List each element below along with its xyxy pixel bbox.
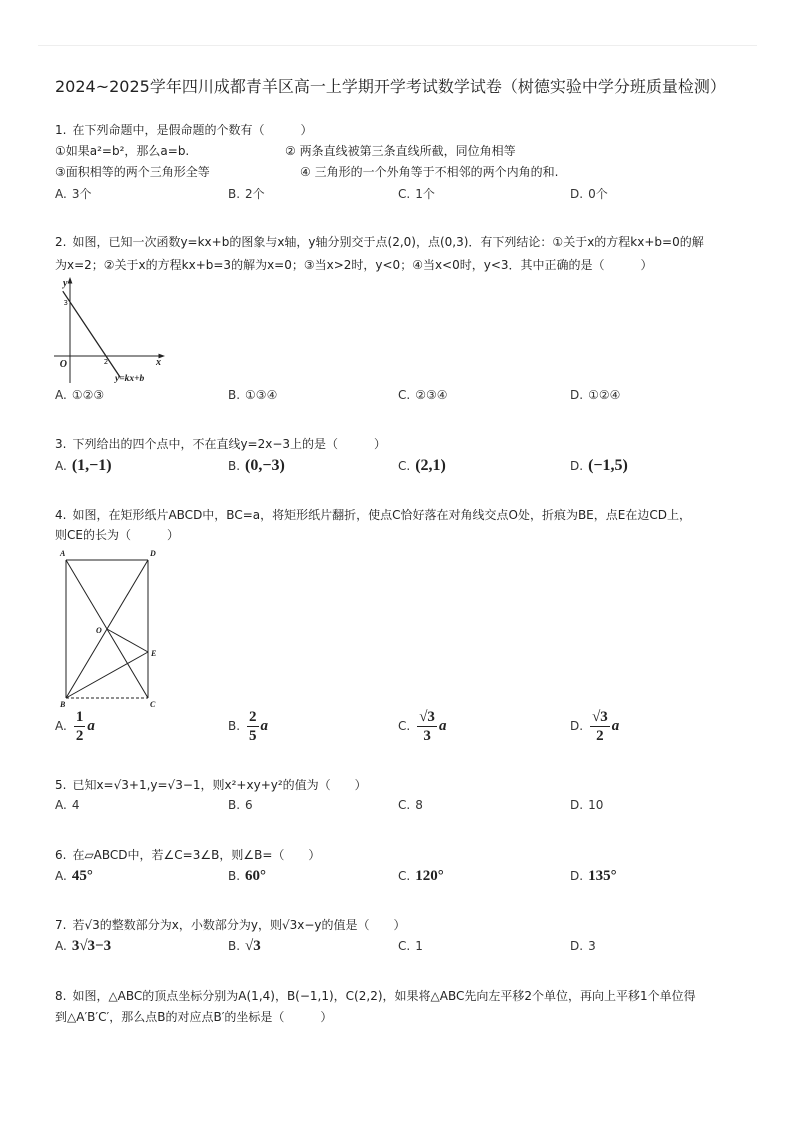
option-a — [55, 936, 111, 956]
page-title: 2024~2025学年四川成都青羊区高一上学期开学考试数学试卷（树德实验中学分班质量检测） — [55, 77, 726, 96]
option-value: 10 — [588, 798, 604, 812]
option-label: D. — [570, 798, 584, 812]
vertex-c-label: C — [150, 700, 156, 709]
option-label: B. — [228, 869, 241, 883]
option-label: C. — [398, 459, 411, 473]
option-value: 1个 — [415, 187, 435, 201]
question-stem-line-2: 到△A′B′C′，那么点B的对应点B′的坐标是（ ） — [55, 1010, 333, 1024]
option-value: 4 — [71, 798, 80, 812]
question-number: 4. — [55, 508, 67, 522]
statement-4: ④ 三角形的一个外角等于不相邻的两个内角的和. — [300, 165, 559, 179]
segment-oe — [107, 629, 148, 652]
option-value: (2,1) — [415, 457, 446, 474]
option-label: C. — [398, 187, 411, 201]
question-number: 2. — [55, 235, 67, 249]
option-label: B. — [228, 798, 241, 812]
option-c — [398, 866, 444, 886]
denominator: 5 — [249, 727, 257, 744]
question-stem-line — [55, 917, 405, 933]
option-label: D. — [570, 719, 584, 733]
variable: a — [611, 718, 620, 734]
option-label: A. — [55, 719, 67, 733]
option-label: D. — [570, 459, 584, 473]
question-stem: 如图，在矩形纸片ABCD中，BC=a，将矩形纸片翻折，使点C恰好落在对角线交点O处，折痕为BE，点E在边CD上， — [72, 508, 691, 522]
option-label: D. — [570, 388, 584, 402]
x-axis-label: x — [156, 357, 161, 368]
question-stem-line — [55, 507, 691, 523]
denominator: 2 — [75, 727, 84, 744]
origin-label: O — [59, 359, 67, 370]
rectangle-fold-figure — [50, 545, 165, 710]
option-a — [55, 866, 93, 886]
question-stem: 如图，已知一次函数y=kx+b的图象与x轴，y轴分别交于点(2,0)，点(0,3)．有下列结论：①关于x的方程kx+b=0的解 — [72, 235, 704, 249]
option-b — [228, 456, 285, 476]
option-value: 3个 — [71, 187, 92, 201]
option-label: A. — [55, 798, 67, 812]
option-c — [398, 387, 447, 403]
question-stem-line — [55, 988, 696, 1004]
y-axis-label: y — [63, 278, 68, 289]
option-label: C. — [398, 939, 411, 953]
question-stem: 在▱ABCD中，若∠C=3∠B，则∠B=（ ） — [72, 848, 321, 862]
option-label: C. — [398, 798, 411, 812]
point-e-label: E — [151, 649, 157, 658]
option-b — [228, 708, 268, 744]
option-value: (0,−3) — [245, 457, 285, 474]
question-stem-line — [55, 234, 704, 250]
option-c — [398, 456, 446, 476]
denominator: 2 — [596, 727, 604, 744]
option-label: A. — [55, 388, 67, 402]
option-value: ①③④ — [245, 388, 278, 402]
option-value: 3√3−3 — [71, 938, 112, 954]
question-stem: 在下列命题中，是假命题的个数有（ ） — [72, 123, 313, 137]
option-value: 45° — [71, 868, 93, 884]
option-label: A. — [55, 187, 67, 201]
question-number: 6. — [55, 848, 67, 862]
option-value: ①②③ — [71, 388, 105, 402]
y-axis-arrow — [68, 277, 73, 284]
statement-1: ①如果a²=b²，那么a=b. — [55, 144, 190, 158]
option-value: 0个 — [588, 187, 608, 201]
function-line — [63, 291, 121, 377]
option-c — [398, 936, 423, 956]
option-label: B. — [228, 187, 241, 201]
option-value: √3 — [245, 938, 261, 954]
x-intercept-label: 2 — [103, 358, 109, 366]
crease-be — [66, 652, 148, 698]
variable: a — [438, 718, 447, 734]
option-d — [570, 387, 620, 403]
fraction — [590, 709, 610, 744]
question-stem: 若√3的整数部分为x，小数部分为y，则√3x−y的值是（ ） — [72, 918, 406, 932]
option-c — [398, 186, 435, 202]
top-divider — [38, 45, 757, 46]
option-d — [570, 186, 608, 202]
statement-2: ② 两条直线被第三条直线所截，同位角相等 — [285, 144, 516, 158]
fraction — [74, 709, 86, 744]
fraction — [417, 709, 437, 744]
option-a — [55, 387, 104, 403]
question-stem: 下列给出的四个点中，不在直线y=2x−3上的是（ ） — [72, 437, 387, 451]
option-value: ②③④ — [415, 388, 448, 402]
option-c — [398, 708, 446, 744]
vertex-a-label: A — [60, 549, 66, 558]
option-label: A. — [55, 459, 67, 473]
option-label: B. — [228, 719, 241, 733]
question-number: 8. — [55, 989, 67, 1003]
option-value: 135° — [588, 868, 617, 884]
question-stem-line — [55, 847, 320, 863]
option-a — [55, 797, 79, 813]
question-stem: 如图，△ABC的顶点坐标分别为A(1,4)，B(−1,1)，C(2,2)，如果将△ABC先向左平移2个单位，再向上平移1个单位得 — [72, 989, 696, 1003]
point-o-label: O — [96, 626, 102, 635]
option-label: A. — [55, 869, 67, 883]
option-label: D. — [570, 869, 584, 883]
numerator: 1 — [75, 708, 84, 725]
option-a — [55, 186, 91, 202]
option-value: 60° — [245, 868, 267, 884]
option-d — [570, 936, 596, 956]
option-value: 3 — [588, 939, 596, 953]
question-stem-line — [55, 777, 367, 793]
option-d — [570, 708, 619, 744]
y-intercept-label: 3 — [63, 299, 68, 307]
option-value: (1,−1) — [71, 457, 112, 474]
question-number: 7. — [55, 918, 67, 932]
option-b — [228, 936, 261, 956]
option-value: 6 — [245, 798, 253, 812]
question-stem-line-2: 为x=2；②关于x的方程kx+b=3的解为x=0；③当x>2时，y<0；④当x<0时，y<3．其中正确的是（ ） — [55, 258, 653, 272]
option-value: 8 — [415, 798, 423, 812]
option-label: B. — [228, 459, 241, 473]
option-d — [570, 456, 628, 476]
option-label: B. — [228, 939, 241, 953]
vertex-b-label: B — [60, 700, 66, 709]
option-b — [228, 186, 265, 202]
option-label: B. — [228, 388, 241, 402]
numerator: √3 — [592, 708, 608, 725]
option-b — [228, 866, 266, 886]
option-label: C. — [398, 869, 411, 883]
option-a — [55, 708, 95, 744]
option-a — [55, 456, 112, 476]
option-label: C. — [398, 719, 411, 733]
denominator: 3 — [423, 727, 431, 744]
fraction — [247, 709, 259, 744]
question-number: 3. — [55, 437, 67, 451]
option-c — [398, 797, 423, 813]
option-label: A. — [55, 939, 67, 953]
variable: a — [87, 718, 95, 734]
option-b — [228, 797, 253, 813]
variable: a — [260, 718, 269, 734]
question-number: 1. — [55, 123, 67, 137]
option-value: 1 — [415, 939, 423, 953]
option-d — [570, 866, 617, 886]
numerator: √3 — [419, 708, 435, 725]
option-value: ①②④ — [588, 388, 621, 402]
function-line-label: y=kx+b — [115, 374, 145, 384]
statement-3: ③面积相等的两个三角形全等 — [55, 165, 210, 179]
question-stem-line-2: 则CE的长为（ ） — [55, 528, 179, 542]
option-value: 2个 — [245, 187, 265, 201]
vertex-d-label: D — [150, 549, 156, 558]
question-stem-line — [55, 436, 386, 452]
option-label: D. — [570, 187, 584, 201]
option-b — [228, 387, 277, 403]
linear-function-graph — [50, 275, 170, 385]
option-value: (−1,5) — [588, 457, 628, 474]
option-d — [570, 797, 603, 813]
numerator: 2 — [249, 708, 257, 725]
question-number: 5. — [55, 778, 67, 792]
question-stem-line — [55, 122, 312, 138]
option-value: 120° — [415, 868, 444, 884]
question-stem: 已知x=√3+1,y=√3−1，则x²+xy+y²的值为（ ） — [72, 778, 367, 792]
option-label: D. — [570, 939, 584, 953]
option-label: C. — [398, 388, 411, 402]
